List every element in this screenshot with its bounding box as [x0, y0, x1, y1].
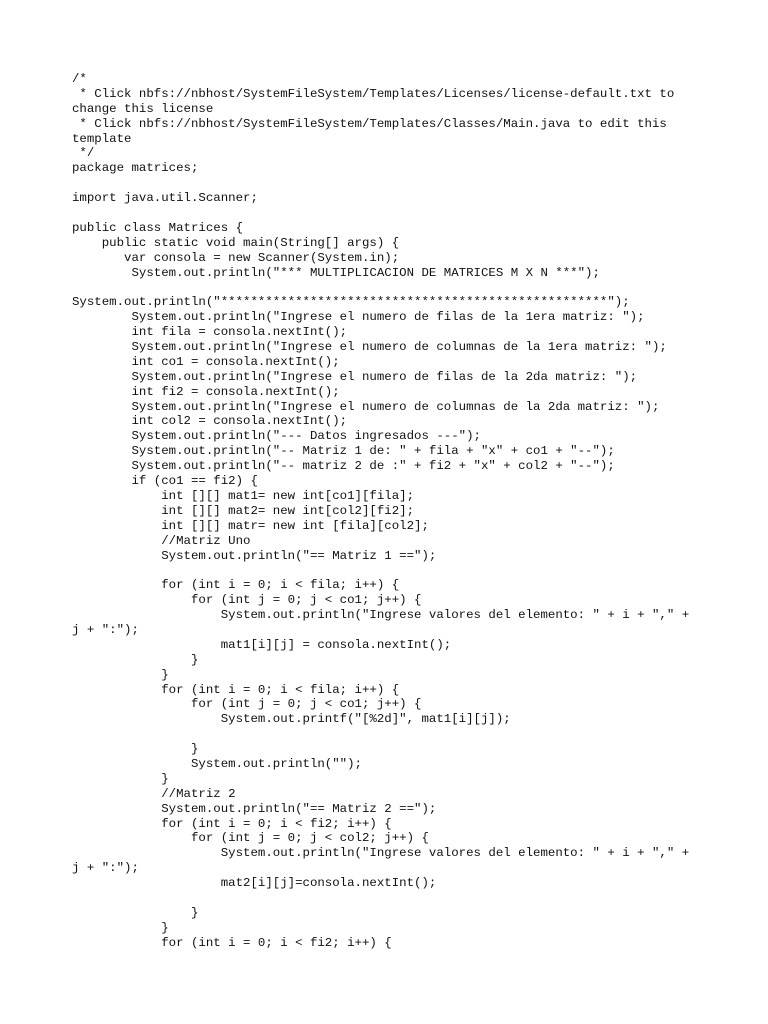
code-line: System.out.println("*** MULTIPLICACION DE MATRICES M X N ***"); — [72, 265, 600, 280]
code-line: mat1[i][j] = consola.nextInt(); — [72, 637, 452, 652]
code-line: * Click nbfs://nbhost/SystemFileSystem/Templates/Licenses/license-default.txt to — [72, 86, 675, 101]
code-line: } — [72, 667, 169, 682]
code-line: int fi2 = consola.nextInt(); — [72, 384, 340, 399]
code-line: } — [72, 920, 169, 935]
code-listing — [72, 72, 712, 951]
code-line: import java.util.Scanner; — [72, 191, 258, 206]
code-line: j + ":"); — [72, 861, 139, 876]
code-line: for (int i = 0; i < fi2; i++) { — [72, 816, 392, 831]
code-line: /* — [72, 72, 87, 86]
code-line: //Matriz Uno — [72, 533, 251, 548]
code-line: } — [72, 905, 199, 920]
code-line: for (int i = 0; i < fila; i++) { — [72, 682, 400, 697]
code-line — [72, 176, 712, 191]
code-line: var consola = new Scanner(System.in); — [72, 250, 400, 265]
code-line: System.out.printf("[%2d]", mat1[i][j]); — [72, 712, 511, 727]
code-line: int [][] mat2= new int[col2][fi2]; — [72, 503, 415, 518]
code-line: template — [72, 131, 132, 146]
code-line: change this license — [72, 101, 214, 116]
code-line: System.out.println("Ingrese el numero de filas de la 2da matriz: "); — [72, 369, 638, 384]
code-line: */ — [72, 146, 95, 161]
code-line: } — [72, 652, 199, 667]
code-line: } — [72, 742, 199, 757]
code-line: } — [72, 771, 169, 786]
code-line: System.out.println("****************************************************"); — [72, 295, 630, 310]
code-line: System.out.println("== Matriz 1 =="); — [72, 548, 437, 563]
code-line: //Matriz 2 — [72, 786, 236, 801]
code-line: for (int j = 0; j < co1; j++) { — [72, 697, 422, 712]
code-line: System.out.println("Ingrese el numero de columnas de la 1era matriz: "); — [72, 340, 667, 355]
code-line: int co1 = consola.nextInt(); — [72, 354, 340, 369]
code-line — [72, 206, 712, 221]
code-line: if (co1 == fi2) { — [72, 474, 258, 489]
code-line: for (int j = 0; j < col2; j++) { — [72, 831, 429, 846]
code-line: System.out.println("Ingrese el numero de filas de la 1era matriz: "); — [72, 310, 645, 325]
code-line: System.out.println("Ingrese valores del elemento: " + i + "," + — [72, 608, 690, 623]
code-line — [72, 727, 712, 742]
code-line: int [][] matr= new int [fila][col2]; — [72, 518, 429, 533]
code-line: mat2[i][j]=consola.nextInt(); — [72, 876, 437, 891]
code-line: System.out.println("-- Matriz 1 de: " + fila + "x" + co1 + "--"); — [72, 444, 615, 459]
code-line: int fila = consola.nextInt(); — [72, 325, 348, 340]
code-line: package matrices; — [72, 161, 199, 176]
code-line: System.out.println("== Matriz 2 =="); — [72, 801, 437, 816]
code-line: for (int j = 0; j < co1; j++) { — [72, 593, 422, 608]
code-line: public class Matrices { — [72, 220, 244, 235]
code-line: System.out.println(""); — [72, 756, 362, 771]
code-line: int col2 = consola.nextInt(); — [72, 414, 348, 429]
code-line: public static void main(String[] args) { — [72, 235, 400, 250]
code-line: System.out.println("--- Datos ingresados ---"); — [72, 429, 481, 444]
code-line: for (int i = 0; i < fila; i++) { — [72, 578, 400, 593]
code-line: * Click nbfs://nbhost/SystemFileSystem/Templates/Classes/Main.java to edit this — [72, 116, 667, 131]
code-line: System.out.println("Ingrese valores del elemento: " + i + "," + — [72, 846, 690, 861]
code-line: System.out.println("Ingrese el numero de columnas de la 2da matriz: "); — [72, 399, 660, 414]
code-line — [72, 280, 712, 295]
code-line: int [][] mat1= new int[co1][fila]; — [72, 488, 415, 503]
code-line — [72, 891, 712, 906]
code-line: for (int i = 0; i < fi2; i++) { — [72, 935, 392, 950]
code-line: System.out.println("-- matriz 2 de :" + fi2 + "x" + col2 + "--"); — [72, 459, 615, 474]
code-line: j + ":"); — [72, 622, 139, 637]
code-line — [72, 563, 712, 578]
